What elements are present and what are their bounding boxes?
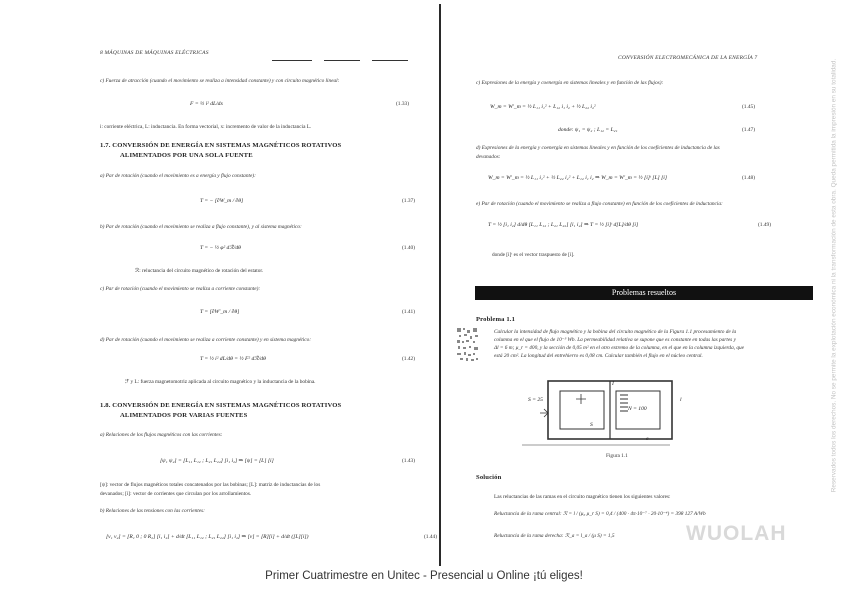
right-page-line: Las reluctancias de las ramas en el circuito magnético tienen los siguientes valores: <box>494 494 671 500</box>
qr-code-icon <box>457 328 479 362</box>
core-window-left <box>560 391 604 429</box>
right-page-line: Problema 1.1 <box>476 316 516 323</box>
left-page-line: (1.40) <box>402 245 416 251</box>
flux-arrow <box>576 394 586 404</box>
header-rule <box>272 60 312 61</box>
left-page-line: b) Relaciones de las tensiones con las corrientes: <box>100 508 205 514</box>
right-page-line: Reluctancia de la rama central: ℛ = l / (μ₀ μ_r S) = 0,4 / (400 · 4π·10⁻⁷ · 20·10⁻⁴) = 398 127 A/Wb <box>494 511 706 517</box>
right-page-line: Solución <box>476 474 502 481</box>
right-page-line: columna en el que el flujo de 10⁻³ Wb. La permeabilidad relativa se supone que es constante en todas las partes y <box>494 337 736 343</box>
right-page-line: W_m = W'_m = ½ L₁₁ i₁² + L₁₂ i₁ i₂ + ½ L₂₂ i₂² <box>490 104 596 110</box>
left-page-line: a) Relaciones de los flujos magnéticos con las corrientes: <box>100 432 223 438</box>
figure-label-i: I <box>612 381 614 387</box>
left-page-line: [v₁ v₂] = [R₁ 0 ; 0 R₂] [i₁ i₂] + d/dt [L₁₁ L₁₂ ; L₂₁ L₂₂] [i₁ i₂] ⇒ [v] = [R][i] + d/dt ([L][i]) <box>106 534 309 540</box>
right-page-line: Δl = 6 m; μ_r = 400, y la sección de 0,05 m² en el otro extremo de la columna, en el que en la columna izquierda, que <box>494 345 745 351</box>
left-page <box>40 0 438 570</box>
left-page-line: (1.43) <box>402 458 416 464</box>
right-page-line: donde: ψ₁ = ψ₂ ; L₁₂ = L₂₁ <box>558 127 618 133</box>
figure-label-l: l <box>680 397 682 403</box>
left-page-line: ALIMENTADOS POR VARIAS FUENTES <box>120 412 248 419</box>
left-page-line: [ψ]: vector de flujos magnéticos totales concatenados por las bobinas; [L]: matriz de inductancias de los <box>100 482 321 488</box>
right-page-line: (1.48) <box>742 175 756 181</box>
left-page-line: ℱ y L: fuerza magnetomotriz aplicada al circuito magnético y la inductancia de la bobina. <box>125 379 316 385</box>
right-page-line: devanados: <box>476 154 501 160</box>
left-page-line: d) Par de rotación (cuando el movimiento se realiza a corriente constante) y en sistema magnético: <box>100 337 311 343</box>
coil-windings <box>620 395 628 411</box>
right-page <box>458 0 813 570</box>
left-page-line: b) Par de rotación (cuando el movimiento se realiza a flujo constante), y al sistema magnético: <box>100 224 302 230</box>
right-page-line: (1.45) <box>742 104 756 110</box>
magnetic-circuit-figure <box>520 375 690 450</box>
left-page-line: c) Fuerza de atracción (cuando el movimiento se realiza a intensidad constante) y con circuito magnético lineal: <box>100 78 340 84</box>
section-banner: Problemas resueltos <box>475 286 813 300</box>
left-page-line: ℛ: reluctancia del circuito magnético de rotación del estator. <box>135 268 264 274</box>
left-page-line: (1.37) <box>402 198 416 204</box>
left-page-line: (1.42) <box>402 356 416 362</box>
figure-label-e: e <box>646 436 649 442</box>
wuolah-logo: WUOLAH <box>686 522 787 545</box>
right-running-header: CONVERSIÓN ELECTROMECÁNICA DE LA ENERGÍA 7 <box>618 55 758 61</box>
right-page-line: T = ½ [i₁ i₂] d/dθ [L₁₁ L₁₂ ; L₂₁ L₂₂] [i₁ i₂] ⇒ T = ½ [i]ᵗ d[L]/dθ [i] <box>488 222 639 228</box>
figure-label-s: S = 25 <box>528 397 543 403</box>
left-page-line: a) Par de rotación (cuando el movimiento es a energía y flujo constante): <box>100 173 256 179</box>
right-page-line: (1.49) <box>758 222 772 228</box>
left-page-line: c) Par de rotación (cuando el movimiento se realiza a corriente constante): <box>100 286 261 292</box>
right-page-line: Figura 1.1 <box>606 453 628 459</box>
left-page-line: 1.8. CONVERSIÓN DE ENERGÍA EN SISTEMAS MAGNÉTICOS ROTATIVOS <box>100 402 342 409</box>
right-page-line: d) Expresiones de la energía y coenergía en sistemas lineales y en función de los coeficientes de inductancia de las <box>476 145 720 151</box>
right-page-line: c) Expresiones de la energía y coenergía en sistemas lineales y en función de las flujos): <box>476 80 664 86</box>
left-page-line: T = [∂W'_m / ∂θ] <box>200 309 240 315</box>
left-running-header: 8 MÁQUINAS DE MÁQUINAS ELÉCTRICAS <box>100 50 209 56</box>
rights-watermark-text: Reservados todos los derechos. No se permite la explotación económica ni la transformación de esta obra. Queda permitida la impresión en su totalidad. <box>830 58 838 493</box>
left-page-line: 1.7. CONVERSIÓN DE ENERGÍA EN SISTEMAS MAGNÉTICOS ROTATIVOS <box>100 142 342 149</box>
side-arrow <box>540 409 548 417</box>
footer-ad-text[interactable]: Primer Cuatrimestre en Unitec - Presencial u Online ¡tú eliges! <box>265 570 583 582</box>
right-page-line: W_m = W'_m = ½ L₁₁ i₁² + ½ L₂₂ i₂² + L₁₂ i₁ i₂ ⇒ W_m = W'_m = ½ [i]ᵗ [L] [i] <box>488 175 668 181</box>
left-page-line: T = ½ i² dL/dθ = ½ F² dℛ/dθ <box>200 356 266 362</box>
right-page-line: Reluctancia de la rama derecha: ℛ_a = l_a / (μ S) = 1,5 <box>494 533 615 539</box>
figure-label-s2: S <box>590 422 593 428</box>
left-page-line: (1.41) <box>402 309 416 315</box>
left-page-line: T = − [∂W_m / ∂θ] <box>200 198 244 204</box>
rights-watermark <box>829 12 839 542</box>
left-page-line: ALIMENTADOS POR UNA SOLA FUENTE <box>120 152 253 159</box>
figure-label-ne: N = 100 <box>628 406 647 412</box>
right-page-line: (1.47) <box>742 127 756 133</box>
left-page-line: [ψ₁ ψ₂] = [L₁₁ L₁₂ ; L₂₁ L₂₂] [i₁ i₂] ⇒ [ψ] = [L] [i] <box>160 458 274 464</box>
page-fold-line <box>439 4 441 566</box>
right-page-line: está 20 cm². La longitud del entrehierro es 0,08 cm. Calcular también el flujo en el núcleo central. <box>494 353 703 359</box>
left-page-line: i: corriente eléctrica, L: inductancia. En forma vectorial, x: incremento de valor de la inductancia L. <box>100 124 312 130</box>
left-page-line: devanados; [i]: vector de corrientes que circulan por los arrollamientos. <box>100 491 252 497</box>
left-page-line: T = − ½ φ² dℛ/dθ <box>200 245 241 251</box>
right-page-line: Calcular la intensidad de flujo magnético y la bobina del circuito magnético de la Figura 1.1 procesamiento de la <box>494 329 737 335</box>
left-page-line: F = ½ i² dL/dx <box>190 101 223 107</box>
left-page-line: (1.33) <box>396 101 410 107</box>
left-page-line: (1.44) <box>424 534 438 540</box>
header-rule <box>324 60 360 61</box>
right-page-line: e) Par de rotación (cuando el movimiento se realiza a flujo constante) en función de los coeficientes de inductancia: <box>476 201 723 207</box>
header-rule <box>372 60 408 61</box>
right-page-line: donde [i]ᵗ es el vector traspuesto de [i]. <box>492 252 575 258</box>
